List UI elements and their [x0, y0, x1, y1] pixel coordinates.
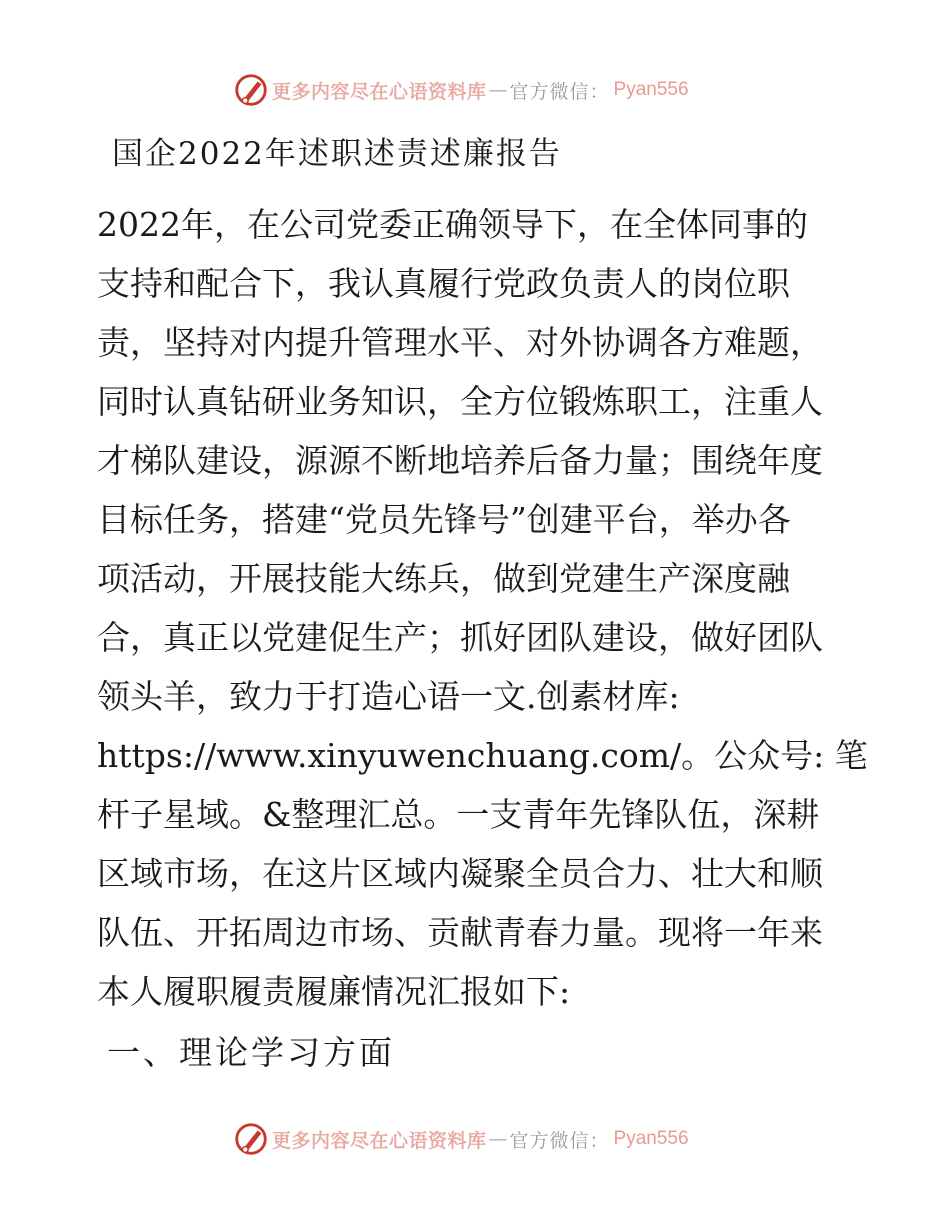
paragraph-line: 领头羊，致力于打造心语一文.创素材库:	[97, 677, 680, 716]
paragraph-line: 杆子星域。&整理汇总。一支青年先锋队伍，深耕	[97, 795, 820, 834]
watermark-banner-bottom	[232, 1119, 689, 1159]
paragraph-line-url: https://www.xinyuwenchuang.com/。公众号: 笔	[97, 736, 868, 775]
paragraph-line: 项活动，开展技能大练兵，做到党建生产深度融	[97, 559, 790, 598]
paragraph-line: 支持和配合下，我认真履行党政负责人的岗位职	[97, 264, 790, 303]
pen-logo-icon	[232, 71, 270, 109]
paragraph-line: 区域市场，在这片区域内凝聚全员合力、壮大和顺	[97, 854, 823, 893]
paragraph-line: 责，坚持对内提升管理水平、对外协调各方难题，	[97, 323, 823, 362]
paragraph-line: 合，真正以党建促生产；抓好团队建设，做好团队	[97, 618, 823, 657]
document-title: 国企2022年述职述责述廉报告	[112, 136, 562, 172]
watermark-separator: —	[488, 1128, 508, 1150]
watermark-wechat-label: 官方微信：	[509, 80, 610, 103]
paragraph-line: 同时认真钻研业务知识，全方位锻炼职工，注重人	[97, 382, 823, 421]
watermark-wechat-id: Pyan556	[613, 1128, 689, 1149]
paragraph-line: 2022年，在公司党委正确领导下，在全体同事的	[97, 205, 808, 244]
pen-logo-icon	[232, 1120, 270, 1158]
paragraph-line: 目标任务，搭建“党员先锋号”创建平台，举办各	[97, 500, 791, 539]
paragraph-line: 才梯队建设，源源不断地培养后备力量；围绕年度	[97, 441, 823, 480]
watermark-separator: —	[488, 79, 508, 101]
watermark-main-text: 更多内容尽在心语资料库	[272, 80, 487, 103]
watermark-banner-top	[232, 70, 689, 110]
watermark-wechat-id: Pyan556	[613, 79, 689, 100]
paragraph-line: 本人履职履责履廉情况汇报如下:	[97, 972, 571, 1011]
section-heading: 一、理论学习方面	[107, 1033, 395, 1072]
paragraph-line: 队伍、开拓周边市场、贡献青春力量。现将一年来	[97, 913, 823, 952]
body-paragraph	[97, 195, 868, 1021]
watermark-wechat-label: 官方微信：	[509, 1129, 610, 1152]
watermark-main-text: 更多内容尽在心语资料库	[272, 1129, 487, 1152]
